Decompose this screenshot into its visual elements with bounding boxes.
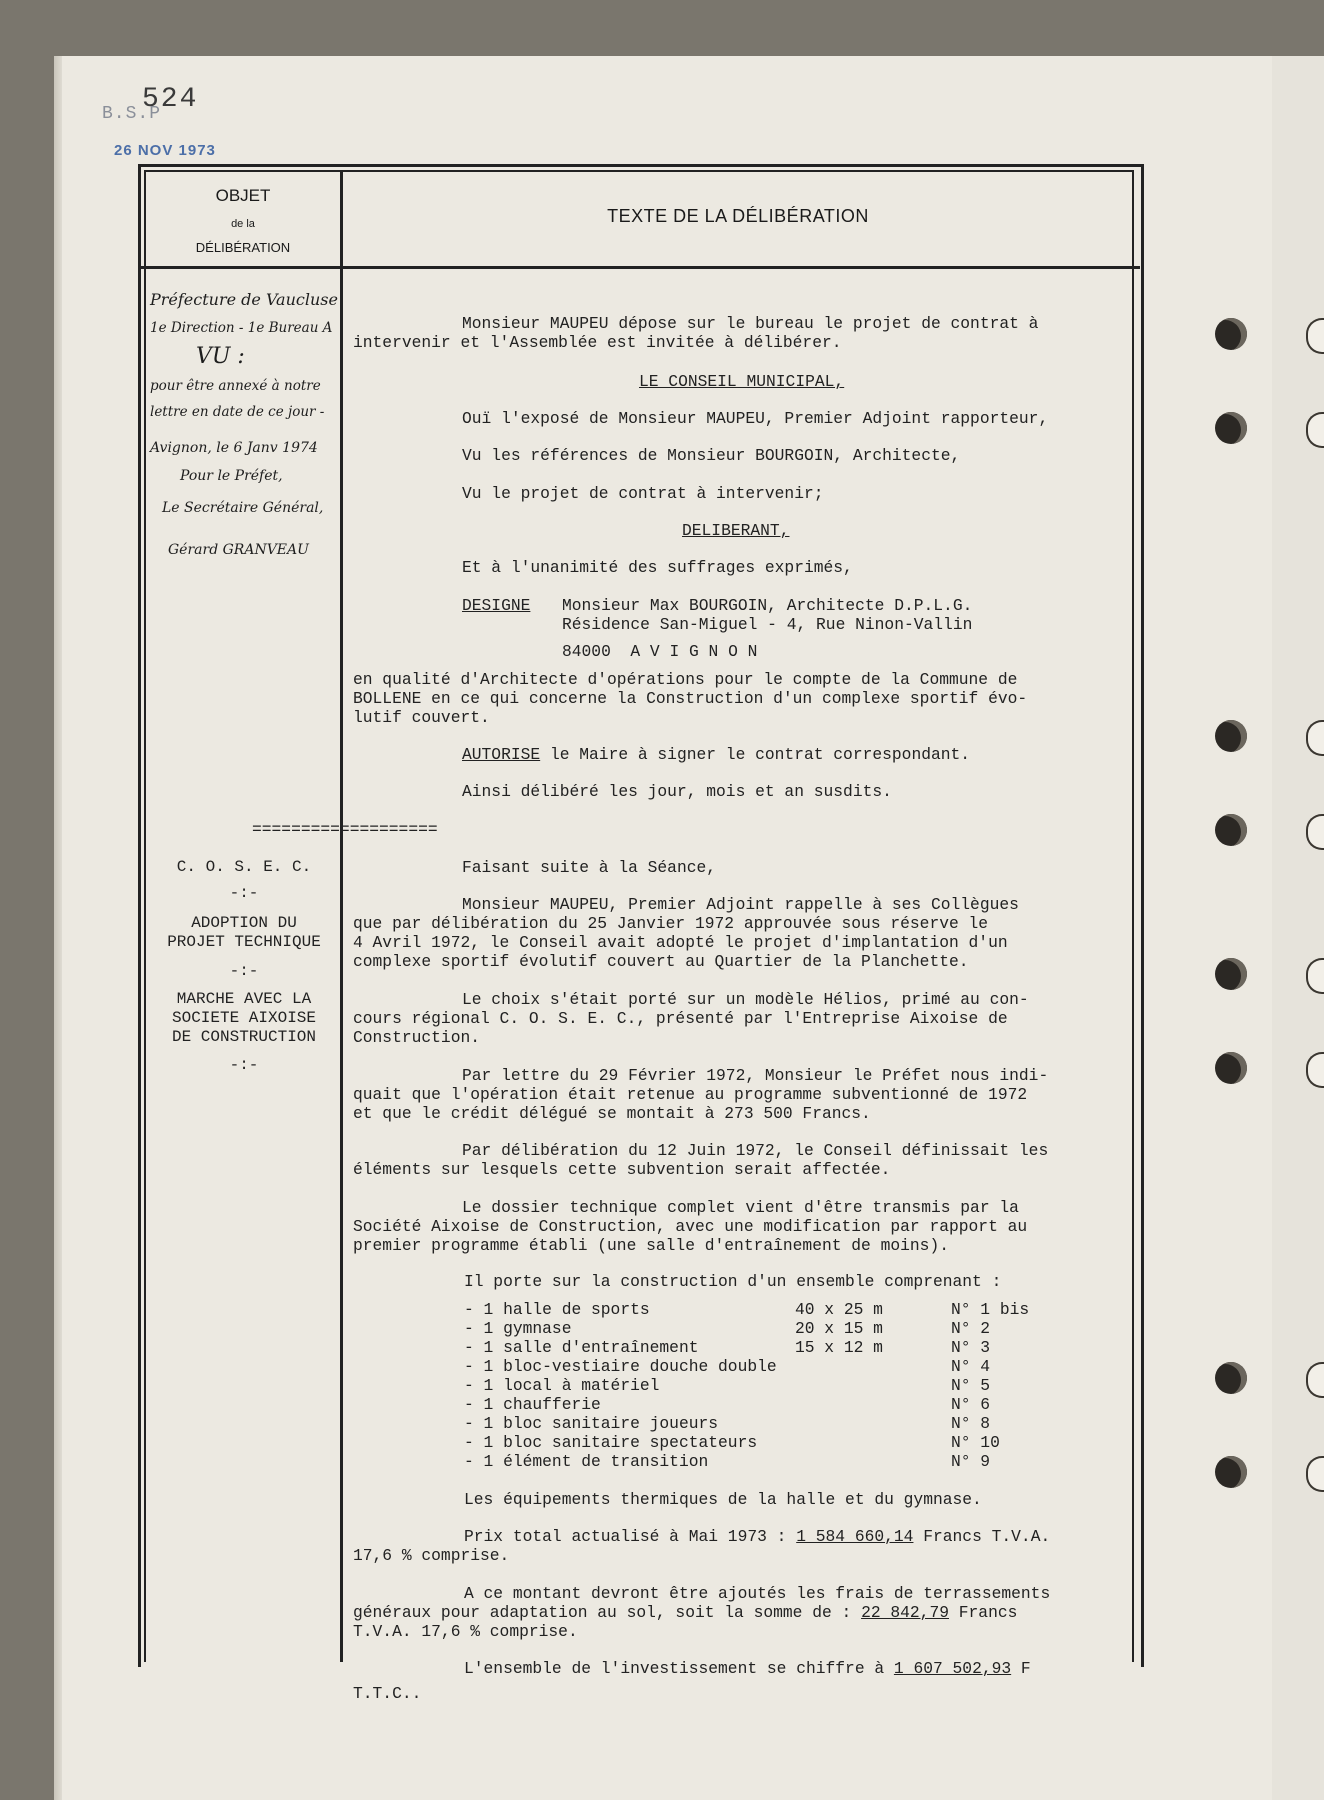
- handwritten-line: Le Secrétaire Général,: [162, 500, 324, 516]
- header-rule: [138, 266, 1140, 269]
- side-label-marche: DE CONSTRUCTION: [171, 1028, 317, 1046]
- list-item-label: - 1 élément de transition: [464, 1452, 709, 1471]
- text-line: [462, 745, 970, 764]
- text-line: Les équipements thermiques de la halle et du gymnase.: [464, 1490, 982, 1509]
- text-line: lutif couvert.: [353, 708, 490, 727]
- handwritten-line: Préfecture de Vaucluse: [150, 290, 338, 309]
- binder-hole: [1215, 1456, 1247, 1488]
- deliberant-heading: DELIBERANT,: [682, 521, 790, 540]
- list-item-number: N° 2: [951, 1319, 991, 1338]
- side-label-marche: MARCHE AVEC LA: [176, 990, 312, 1008]
- list-item-label: - 1 local à matériel: [464, 1376, 660, 1395]
- text-line: quait que l'opération était retenue au programme subventionné de 1972: [353, 1085, 1028, 1104]
- investissement-amount: 1 607 502,93: [893, 1659, 1012, 1678]
- text-line: Vu le projet de contrat à intervenir;: [462, 484, 824, 503]
- text-line: Monsieur MAUPEU dépose sur le bureau le projet de contrat à: [462, 314, 1039, 333]
- header-texte: TEXTE DE LA DÉLIBÉRATION: [607, 206, 869, 226]
- list-item-number: N° 8: [951, 1414, 991, 1433]
- list-item-number: N° 5: [951, 1376, 991, 1395]
- text-line: complexe sportif évolutif couvert au Quartier de la Planchette.: [353, 952, 969, 971]
- text-line: Ainsi délibéré les jour, mois et an susdits.: [462, 782, 892, 801]
- designe-keyword: DESIGNE: [462, 596, 531, 615]
- text-line: Faisant suite à la Séance,: [462, 858, 717, 877]
- header-de-la: de la: [231, 218, 255, 230]
- frame-rule: [1132, 170, 1134, 1662]
- text-span: Francs: [949, 1603, 1018, 1622]
- binder-hole: [1215, 318, 1247, 350]
- autorise-keyword: AUTORISE: [462, 745, 541, 764]
- text-line: et que le crédit délégué se montait à 273 500 Francs.: [353, 1104, 871, 1123]
- handwritten-line: VU :: [196, 344, 245, 369]
- conseil-heading: LE CONSEIL MUNICIPAL,: [639, 372, 845, 391]
- text-line: BOLLENE en ce qui concerne la Construction d'un complexe sportif évo-: [353, 689, 1028, 708]
- text-line: Le choix s'était porté sur un modèle Hélios, primé au con-: [462, 990, 1029, 1009]
- binder-hole: [1215, 1362, 1247, 1394]
- terrassement-amount: 22 842,79: [861, 1603, 949, 1622]
- side-label-dash: -:-: [229, 1056, 259, 1074]
- text-line: intervenir et l'Assemblée est invitée à délibérer.: [353, 333, 842, 352]
- header-deliberation: DÉLIBÉRATION: [195, 240, 291, 255]
- text-line: Et à l'unanimité des suffrages exprimés,: [462, 558, 853, 577]
- list-item-number: N° 6: [951, 1395, 991, 1414]
- text-line: [464, 1659, 1031, 1678]
- text-span: L'ensemble de l'investissement se chiffre à: [464, 1659, 894, 1678]
- text-span: Prix total actualisé à Mai 1973 :: [464, 1527, 797, 1546]
- side-label-marche: SOCIETE AIXOISE: [171, 1009, 317, 1027]
- side-label-cosec: C. O. S. E. C.: [176, 858, 312, 876]
- list-item-label: - 1 bloc sanitaire joueurs: [464, 1414, 719, 1433]
- frame-rule: [144, 170, 1132, 172]
- list-item-size: 15 x 12 m: [795, 1338, 883, 1357]
- text-line: T.T.C..: [353, 1684, 422, 1703]
- next-page-edge: [1272, 56, 1324, 1800]
- list-item-number: N° 9: [951, 1452, 991, 1471]
- text-span: Francs T.V.A.: [913, 1527, 1051, 1546]
- text-line: [353, 1603, 1017, 1622]
- header-objet: OBJET: [215, 186, 271, 205]
- text-line: [464, 1527, 1050, 1546]
- text-line: Il porte sur la construction d'un ensemble comprenant :: [464, 1272, 1002, 1291]
- text-line: A ce montant devront être ajoutés les frais de terrassements: [464, 1584, 1051, 1603]
- handwritten-line: lettre en date de ce jour -: [150, 404, 325, 420]
- list-item-label: - 1 gymnase: [464, 1319, 572, 1338]
- binder-hole: [1215, 814, 1247, 846]
- text-line: T.V.A. 17,6 % comprise.: [353, 1622, 578, 1641]
- text-line: Vu les références de Monsieur BOURGOIN, Architecte,: [462, 446, 961, 465]
- page-number: 524: [142, 84, 199, 115]
- text-line: Monsieur Max BOURGOIN, Architecte D.P.L.G.: [562, 596, 973, 615]
- prix-total-amount: 1 584 660,14: [796, 1527, 914, 1546]
- text-line: 84000 A V I G N O N: [562, 642, 758, 661]
- date-stamp: 26 NOV 1973: [114, 142, 216, 159]
- text-span: F: [1011, 1659, 1031, 1678]
- handwritten-line: 1e Direction - 1e Bureau A: [150, 320, 333, 336]
- side-label-adoption: PROJET TECHNIQUE: [167, 933, 321, 951]
- text-line: Monsieur MAUPEU, Premier Adjoint rappelle à ses Collègues: [462, 895, 1019, 914]
- side-label-dash: -:-: [229, 962, 259, 980]
- binder-hole: [1215, 412, 1247, 444]
- text-span: le Maire à signer le contrat correspondant.: [540, 745, 971, 764]
- binder-hole: [1215, 958, 1247, 990]
- side-label-adoption: ADOPTION DU: [191, 914, 297, 932]
- section-separator: ===================: [252, 820, 438, 839]
- list-item-label: - 1 salle d'entraînement: [464, 1338, 699, 1357]
- text-line: premier programme établi (une salle d'entraînement de moins).: [353, 1236, 949, 1255]
- text-line: Ouï l'exposé de Monsieur MAUPEU, Premier Adjoint rapporteur,: [462, 409, 1049, 428]
- text-line: que par délibération du 25 Janvier 1972 approuvée sous réserve le: [353, 914, 989, 933]
- handwritten-signature: Gérard GRANVEAU: [168, 542, 309, 558]
- list-item-label: - 1 bloc sanitaire spectateurs: [464, 1433, 758, 1452]
- list-item-label: - 1 bloc-vestiaire douche double: [464, 1357, 777, 1376]
- text-line: Par lettre du 29 Février 1972, Monsieur le Préfet nous indi-: [462, 1066, 1049, 1085]
- list-item-number: N° 4: [951, 1357, 991, 1376]
- list-item-size: 20 x 15 m: [795, 1319, 883, 1338]
- text-span: généraux pour adaptation au sol, soit la somme de :: [353, 1603, 862, 1622]
- list-item-number: N° 1 bis: [951, 1300, 1030, 1319]
- text-line: 17,6 % comprise.: [353, 1546, 510, 1565]
- text-line: éléments sur lesquels cette subvention serait affectée.: [353, 1160, 891, 1179]
- handwritten-line: pour être annexé à notre: [150, 378, 321, 394]
- handwritten-line: Pour le Préfet,: [180, 468, 283, 484]
- text-line: Construction.: [353, 1028, 481, 1047]
- text-line: 4 Avril 1972, le Conseil avait adopté le projet d'implantation d'un: [353, 933, 1008, 952]
- list-item-size: 40 x 25 m: [795, 1300, 883, 1319]
- handwritten-line: Avignon, le 6 Janv 1974: [150, 440, 318, 456]
- side-label-dash: -:-: [229, 884, 259, 902]
- text-line: cours régional C. O. S. E. C., présenté par l'Entreprise Aixoise de: [353, 1009, 1008, 1028]
- text-line: Le dossier technique complet vient d'être transmis par la: [462, 1198, 1019, 1217]
- text-line: Par délibération du 12 Juin 1972, le Conseil définissait les: [462, 1141, 1049, 1160]
- text-line: en qualité d'Architecte d'opérations pour le compte de la Commune de: [353, 670, 1018, 689]
- list-item-label: - 1 chaufferie: [464, 1395, 601, 1414]
- list-item-number: N° 10: [951, 1433, 1000, 1452]
- list-item-label: - 1 halle de sports: [464, 1300, 650, 1319]
- list-item-number: N° 3: [951, 1338, 991, 1357]
- text-line: Société Aixoise de Construction, avec une modification par rapport au: [353, 1217, 1028, 1236]
- binder-hole: [1215, 1052, 1247, 1084]
- binder-hole: [1215, 720, 1247, 752]
- faint-stamp: B.S.P: [102, 104, 162, 124]
- text-line: Résidence San-Miguel - 4, Rue Ninon-Vallin: [562, 615, 973, 634]
